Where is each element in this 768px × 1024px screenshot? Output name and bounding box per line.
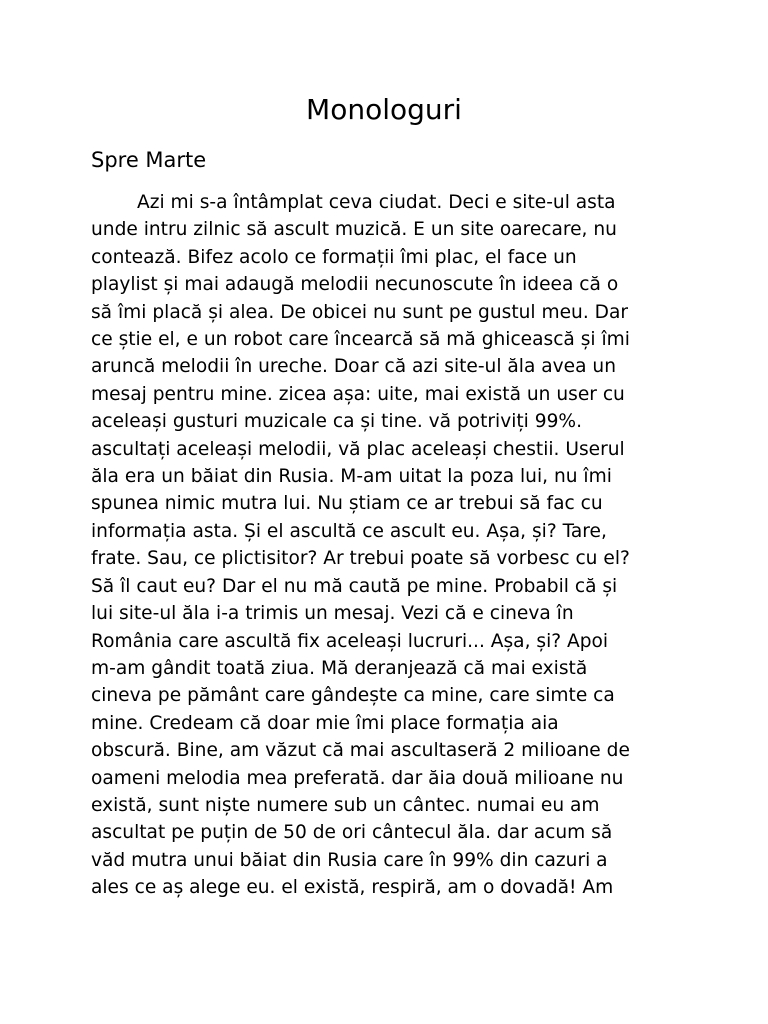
text-line: oameni melodia mea preferată. dar ăia două milioane nu (91, 767, 624, 789)
text-line: aceleași gusturi muzicale ca și tine. vă potriviți 99%. (91, 411, 583, 433)
text-line: mesaj pentru mine. zicea așa: uite, mai există un user cu (91, 383, 625, 405)
text-line: ales ce aș alege eu. el există, respiră, am o dovadă! Am (91, 877, 614, 899)
text-line: să îmi placă și alea. De obicei nu sunt pe gustul meu. Dar (91, 301, 628, 323)
text-line: ăla era un băiat din Rusia. M-am uitat la poza lui, nu îmi (91, 466, 612, 488)
text-line: unde intru zilnic să ascult muzică. E un site oarecare, nu (91, 219, 617, 241)
text-line: aruncă melodii în ureche. Doar că azi site-ul ăla avea un (91, 356, 616, 378)
text-line: frate. Sau, ce plictisitor? Ar trebui poate să vorbesc cu el? (91, 548, 630, 570)
text-line: lui site-ul ăla i-a trimis un mesaj. Vezi că e cineva în (91, 603, 574, 625)
text-line: contează. Bifez acolo ce formații îmi plac, el face un (91, 246, 577, 268)
section-subtitle: Spre Marte (91, 148, 207, 172)
text-line: playlist și mai adaugă melodii necunoscute în ideea că o (91, 274, 619, 296)
text-line: ascultat pe puțin de 50 de ori cântecul ăla. dar acum să (91, 822, 613, 844)
body-paragraph (91, 189, 691, 902)
text-line: văd mutra unui băiat din Rusia care în 99% din cazuri a (91, 849, 608, 871)
text-line: Azi mi s-a întâmplat ceva ciudat. Deci e site-ul asta (137, 192, 616, 213)
text-line: cineva pe pământ care gândește ca mine, care simte ca (91, 685, 615, 707)
document-title: Monologuri (306, 93, 462, 126)
text-line: obscură. Bine, am văzut că mai ascultaseră 2 milioane de (91, 740, 630, 762)
text-line: informația asta. Și el ascultă ce ascult eu. Așa, și? Tare, (91, 520, 607, 542)
text-line: România care ascultă fix aceleași lucruri... Așa, și? Apoi (91, 630, 609, 652)
text-line: există, sunt niște numere sub un cântec. numai eu am (91, 794, 600, 816)
text-line: ascultați aceleași melodii, vă plac aceleași chestii. Userul (91, 438, 625, 460)
text-line: mine. Credeam că doar mie îmi place formația aia (91, 712, 559, 734)
text-line: m-am gândit toată ziua. Mă deranjează că mai există (91, 657, 588, 679)
text-line: spunea nimic mutra lui. Nu știam ce ar trebui să fac cu (91, 493, 603, 515)
text-line: ce știe el, e un robot care încearcă să mă ghicească și îmi (91, 329, 630, 351)
text-line: Să îl caut eu? Dar el nu mă caută pe mine. Probabil că și (91, 575, 618, 597)
